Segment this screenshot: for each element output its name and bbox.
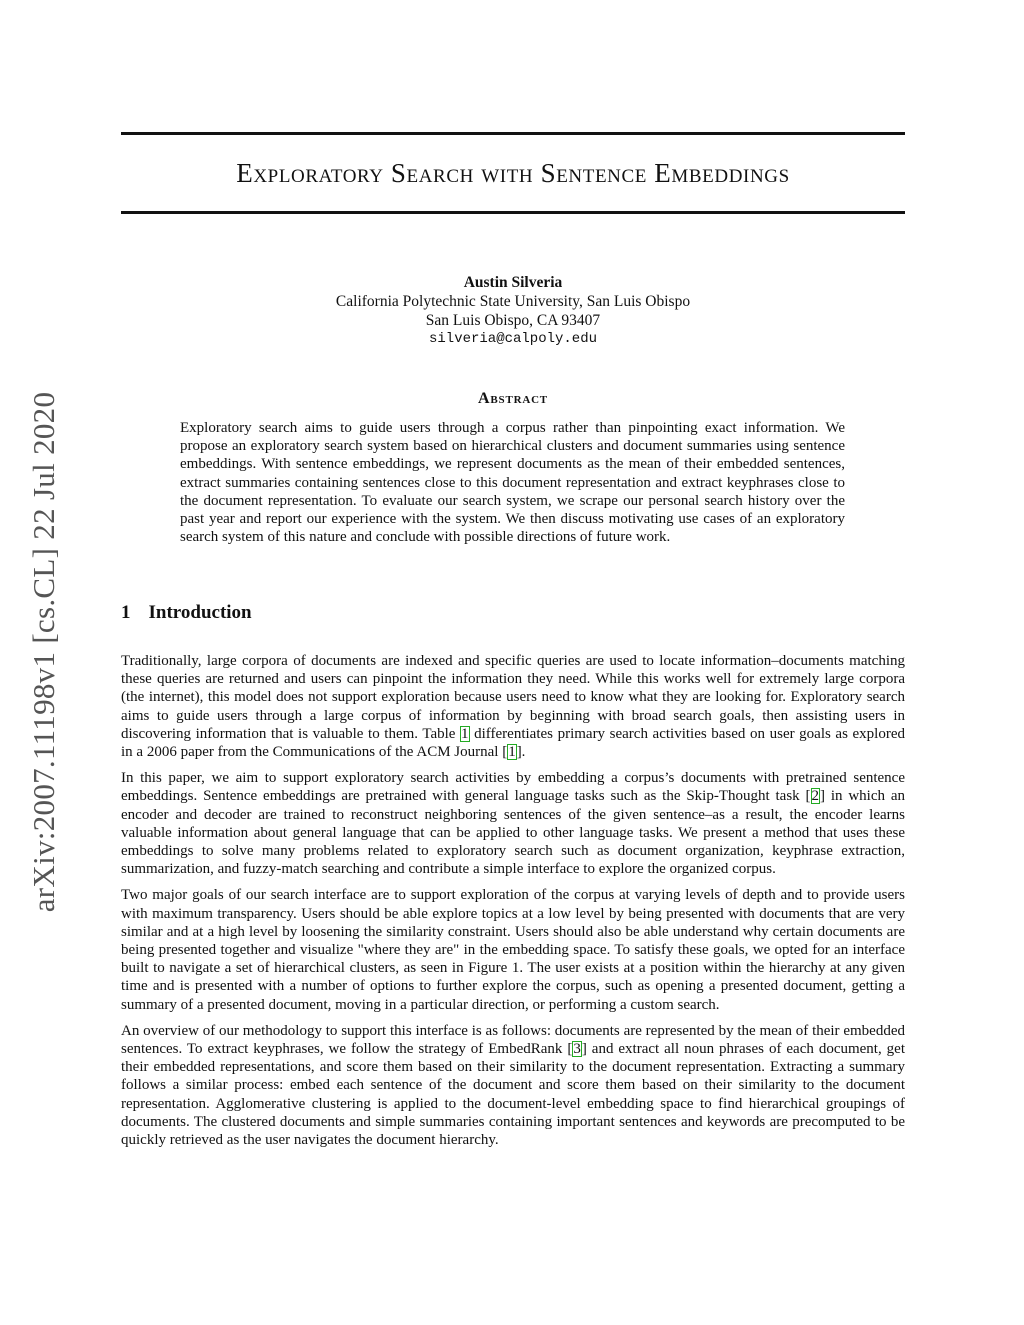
section-heading <box>121 602 252 624</box>
citation-link[interactable]: 3 <box>573 1041 581 1058</box>
author-affiliation: California Polytechnic State University, San Luis Obispo <box>335 293 691 310</box>
section-title: Introduction <box>148 602 252 623</box>
paragraph-4 <box>121 1022 905 1149</box>
abstract-text: Exploratory search aims to guide users through a corpus rather than pinpointing exact information. We propose an exploratory search system based on hierarchical clusters and document summaries using sentence embeddings. With sentence embeddings, we represent documents as the mean of their embedded sentences, extract summaries containing sentences close to this document representation and extract keyphrases close to the document representation. To evaluate our search system, we scrape our personal search history over the past year and report our experience with the system. We then discuss motivating use cases of an exploratory search system of this nature and conclude with possible directions of future work. <box>180 420 845 546</box>
author-address: San Luis Obispo, CA 93407 <box>425 312 601 329</box>
section-number: 1 <box>121 602 131 623</box>
table-reference-link[interactable]: 1 <box>461 725 469 742</box>
paragraph-text: An overview of our methodology to support this interface is as follows: documents are represented by the mean of their embedded sentences. To extract keyphrases, we follow the strategy of EmbedRank [ <box>121 1022 905 1058</box>
author-block <box>121 273 905 349</box>
abstract-heading: Abstract <box>478 390 548 407</box>
author-email: silveria@calpoly.edu <box>428 331 598 347</box>
paragraph-text: Traditionally, large corpora of documents are indexed and specific queries are used to locate information–documents matching these queries are returned and users can pinpoint the information they need. While this works well for extremely large corpora (the internet), this model does not support exploration because users need to know what they are looking for. Exploratory search aims to guide users through a large corpus of information by beginning with broad search goals, then assisting users in discovering information that is valuable to them. Table <box>121 653 905 742</box>
title-block <box>121 132 905 214</box>
paragraph-text: ]. <box>516 744 526 761</box>
paragraph-text: ] and extract all noun phrases of each document, get their embedded representations, and score them based on their similarity to the document representation. Extracting a summary follows a similar process: embed each sentence of the document and score them based on their similarity to the document representation. Agglomerative clustering is applied to the document-level embedding space to find hierarchical groupings of documents. The clustered documents and simple summaries containing important sentences and keywords are precomputed to be quickly retrieved as the user navigates the document hierarchy. <box>121 1041 905 1149</box>
body-text <box>121 652 905 1157</box>
citation-link[interactable]: 2 <box>811 788 819 805</box>
citation-link[interactable]: 1 <box>508 744 516 761</box>
paragraph-2 <box>121 769 905 878</box>
paragraph-1 <box>121 652 905 761</box>
paragraph-text: In this paper, we aim to support exploratory search activities by embedding a corpus’s documents with pretrained sentence embeddings. Sentence embeddings are pretrained with general language tasks such as the Skip-Thought task [ <box>121 770 905 805</box>
paragraph-text: differentiates primary search activities based on user goals as explored in a 2006 paper from the Communications of the ACM Journal [ <box>121 725 905 761</box>
paper-title: Exploratory Search with Sentence Embeddings <box>236 157 790 188</box>
author-name: Austin Silveria <box>463 274 563 291</box>
paragraph-text: ] in which an encoder and decoder are trained to reconstruct neighboring sentences of the given sentence–as a result, the encoder learns valuable information about general language that can be applied to other language tasks. We present a method that uses these embeddings to solve many problems related to exploratory search such as document organization, keyphrase extraction, summarization, and fuzzy-match searching and contribute a simple interface to explore the organized corpus. <box>121 788 905 878</box>
paragraph-3: Two major goals of our search interface are to support exploration of the corpus at varying levels of depth and to provide users with maximum transparency. Users should be able explore topics at a low level by being presented with documents that are very similar and at a high level by loosening the similarity constraint. Users should also be able understand why certain documents are being presented together and visualize "where they are" in the embedding space. To satisfy these goals, we opted for an interface built to navigate a set of hierarchical clusters, as seen in Figure 1. The user exists at a position within the hierarchy at any given time and is presented with a number of options to further explore the corpus, such as opening a presented document, getting a summary of a presented document, moving in a particular direction, or performing a custom search. <box>121 887 905 1013</box>
arxiv-identifier: arXiv:2007.11198v1 [cs.CL] 22 Jul 2020 <box>26 391 61 913</box>
